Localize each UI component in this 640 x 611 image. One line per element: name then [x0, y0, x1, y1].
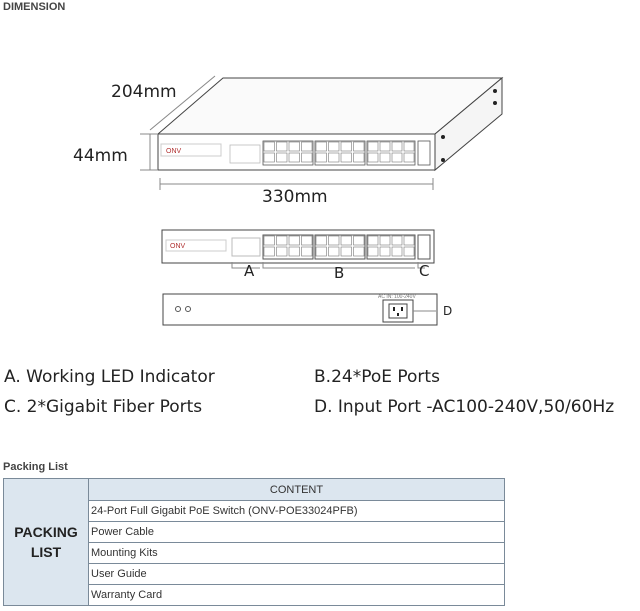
packing-side-label: [4, 479, 89, 606]
depth-label: 204mm: [111, 82, 177, 102]
marker-d: D: [443, 304, 453, 318]
brand-logo-iso: ONV: [166, 148, 182, 155]
power-label: AC IN: 100-240V: [378, 294, 416, 300]
packing-title: Packing List: [3, 461, 68, 473]
content-header: CONTENT: [89, 479, 505, 501]
marker-c: C: [419, 262, 430, 280]
packing-item: Warranty Card: [89, 585, 505, 606]
legend-c: C. 2*Gigabit Fiber Ports: [4, 397, 203, 417]
height-label: 44mm: [73, 146, 128, 166]
marker-b: B: [334, 264, 345, 282]
brand-logo-front: ONV: [170, 243, 186, 250]
width-label: 330mm: [262, 187, 328, 207]
packing-item: User Guide: [89, 564, 505, 585]
legend-a: A. Working LED Indicator: [4, 367, 215, 387]
packing-side-line2: LIST: [30, 544, 62, 560]
packing-table: [3, 478, 505, 606]
legend-b: B.24*PoE Ports: [314, 367, 440, 387]
packing-item: Power Cable: [89, 522, 505, 543]
packing-item: Mounting Kits: [89, 543, 505, 564]
packing-side-line1: PACKING: [14, 524, 78, 540]
packing-item: 24-Port Full Gigabit PoE Switch (ONV-POE33024PFB): [89, 501, 505, 522]
marker-a: A: [244, 262, 255, 280]
legend-d: D. Input Port -AC100-240V,50/60Hz: [314, 397, 615, 417]
section-title: DIMENSION: [3, 1, 66, 13]
